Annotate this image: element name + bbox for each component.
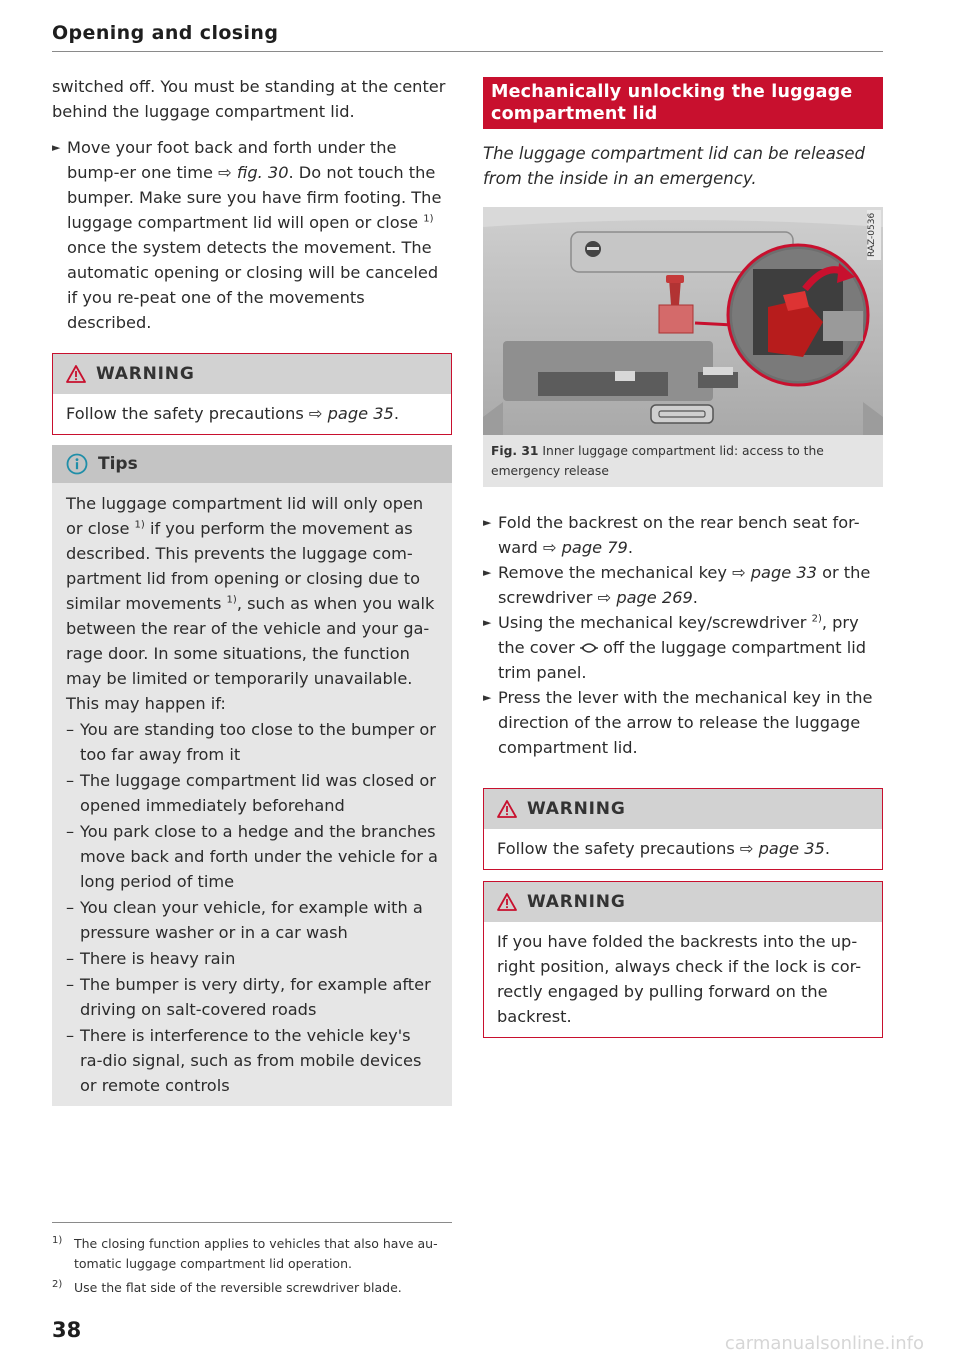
luggage-lid-illustration <box>483 207 883 435</box>
step-text: or the screwdriver <box>498 563 871 607</box>
warning-text-part: Follow the safety precautions <box>497 839 740 858</box>
step-text: once the system detects the movement. The automatic opening or closing will be canceled if you re-peat one of the movements described. <box>67 238 439 332</box>
tips-label: Tips <box>98 454 138 474</box>
footnote-text: The closing function applies to vehicles that also have au-tomatic luggage compartment lid operation. <box>74 1236 438 1271</box>
step-text: off the luggage compartment lid trim panel. <box>498 638 867 682</box>
page-reference-link[interactable]: ⇨ page 35 <box>308 404 394 423</box>
info-icon <box>66 453 88 475</box>
tips-list-item: – The luggage compartment lid was closed or opened immediately beforehand <box>66 771 436 815</box>
step-press-lever <box>483 685 883 760</box>
warning-text <box>53 394 451 434</box>
cover-symbol-icon <box>580 642 598 654</box>
header-divider <box>52 51 883 52</box>
figure-caption-text: Inner luggage compartment lid: access to the emergency release <box>491 444 824 478</box>
warning-text: If you have folded the backrests into the up-right position, always check if the lock is cor-rectly engaged by pulling forward on the backrest. <box>497 932 862 1026</box>
figure-caption <box>483 435 883 487</box>
warning-label: WARNING <box>527 799 626 819</box>
warning-header <box>484 882 882 922</box>
tips-list-item: – There is interference to the vehicle key's ra-dio signal, such as from mobile devices or remote controls <box>66 1026 422 1095</box>
page-reference-link[interactable]: ⇨ page 269 <box>597 588 693 607</box>
warning-header <box>484 789 882 829</box>
section-intro: The luggage compartment lid can be released from the inside in an emergency. <box>483 144 866 188</box>
step-remove-key <box>483 560 883 610</box>
warning-text-end: . <box>824 839 830 858</box>
footnote-divider <box>52 1222 452 1223</box>
step-text: Using the mechanical key/screwdriver <box>498 613 812 632</box>
warning-text <box>484 829 882 869</box>
warning-label: WARNING <box>96 364 195 384</box>
warning-box <box>483 788 883 870</box>
footnote-mark: 1) <box>52 1235 63 1246</box>
tips-text: , such as when you walk between the rear of the vehicle and your ga-rage door. In some situations, the function may be limited or temporarily unavailable. This may happen if: <box>66 594 435 713</box>
figure-reference-link[interactable]: ⇨ fig. 30 <box>218 163 289 182</box>
list-item-text: You park close to a hedge and the branches move back and forth under the vehicle for a long period of time <box>80 822 438 891</box>
warning-triangle-icon <box>497 893 517 911</box>
tips-list-item: – You are standing too close to the bumper or too far away from it <box>66 720 436 764</box>
warning-triangle-icon <box>66 365 86 383</box>
step-text: . <box>692 588 698 607</box>
footnote-text: Use the flat side of the reversible screwdriver blade. <box>74 1280 402 1295</box>
warning-label: WARNING <box>527 892 626 912</box>
step-text: Press the lever with the mechanical key in the direction of the arrow to release the luggage compartment lid. <box>498 688 873 757</box>
tips-list-item: – You park close to a hedge and the branches move back and forth under the vehicle for a long period of time <box>66 822 438 891</box>
tips-list-item: – The bumper is very dirty, for example after driving on salt-covered roads <box>66 975 431 1019</box>
footnote-marker: 1) <box>423 213 434 225</box>
continued-paragraph: switched off. You must be standing at the center behind the luggage compartment lid. <box>52 77 446 121</box>
page-reference-link[interactable]: ⇨ page 79 <box>542 538 628 557</box>
page-reference-link[interactable]: ⇨ page 35 <box>739 839 825 858</box>
warning-box <box>52 353 452 435</box>
footnote-marker: 1) <box>134 519 145 531</box>
step-text: Fold the backrest on the rear bench seat for-ward <box>498 513 860 557</box>
watermark: carmanualsonline.info <box>724 1333 924 1354</box>
tips-text: The luggage compartment lid will only open or close <box>66 494 424 538</box>
step-text: Remove the mechanical key <box>498 563 733 582</box>
bullet-arrow-icon: ► <box>52 141 61 154</box>
list-item-text: There is interference to the vehicle key's ra-dio signal, such as from mobile devices or remote controls <box>80 1026 422 1095</box>
figure-illustration <box>483 207 883 435</box>
list-item-text: You are standing too close to the bumper or too far away from it <box>80 720 436 764</box>
section-title: Mechanically unlocking the luggage compartment lid <box>483 77 883 129</box>
warning-text-part: Follow the safety precautions <box>66 404 309 423</box>
step-text: , pry the cover <box>498 613 859 657</box>
footnote-mark: 2) <box>52 1279 63 1290</box>
list-item-text: The bumper is very dirty, for example after driving on salt-covered roads <box>80 975 431 1019</box>
tips-text: if you perform the movement as described. This prevents the luggage com-partment lid from opening or closing due to similar movements <box>66 519 420 613</box>
footnote-2 <box>52 1278 452 1298</box>
figure-31 <box>483 207 883 487</box>
tips-paragraph <box>66 491 438 716</box>
tips-body <box>52 483 452 1106</box>
tips-list-item: – There is heavy rain <box>66 949 236 968</box>
list-item-text: The luggage compartment lid was closed or opened immediately beforehand <box>80 771 436 815</box>
figure-label: Fig. 31 <box>491 444 539 458</box>
warning-text-end: . <box>393 404 399 423</box>
bullet-arrow-icon: ► <box>483 616 492 629</box>
step-text: . Do not touch the bumper. Make sure you have firm footing. The luggage compartment lid will open or close <box>67 163 442 232</box>
step-fold-backrest <box>483 510 883 560</box>
footnote-marker: 2) <box>811 613 822 625</box>
right-column <box>483 77 883 1038</box>
warning-triangle-icon <box>497 800 517 818</box>
list-item-text: There is heavy rain <box>80 949 236 968</box>
step-text: Move your foot back and forth under the bump-er one time <box>67 138 397 182</box>
footnote-1 <box>52 1234 452 1274</box>
footnotes <box>52 1222 452 1298</box>
left-column <box>52 74 452 1106</box>
warning-box <box>483 881 883 1038</box>
footnote-marker: 1) <box>226 594 237 606</box>
list-item-text: You clean your vehicle, for example with a pressure washer or in a car wash <box>80 898 423 942</box>
page-number: 38 <box>52 1318 82 1342</box>
tips-list-item: – You clean your vehicle, for example with a pressure washer or in a car wash <box>66 898 423 942</box>
step-text: . <box>627 538 633 557</box>
bullet-arrow-icon: ► <box>483 516 492 529</box>
bullet-arrow-icon: ► <box>483 566 492 579</box>
step-pry-cover <box>483 610 883 685</box>
page-reference-link[interactable]: ⇨ page 33 <box>732 563 817 582</box>
figure-code: RAZ-0536 <box>867 210 881 260</box>
tips-box <box>52 445 452 1106</box>
bullet-arrow-icon: ► <box>483 691 492 704</box>
step-move-foot <box>52 135 452 335</box>
tips-header <box>52 445 452 483</box>
warning-header <box>53 354 451 394</box>
chapter-title: Opening and closing <box>52 22 279 44</box>
